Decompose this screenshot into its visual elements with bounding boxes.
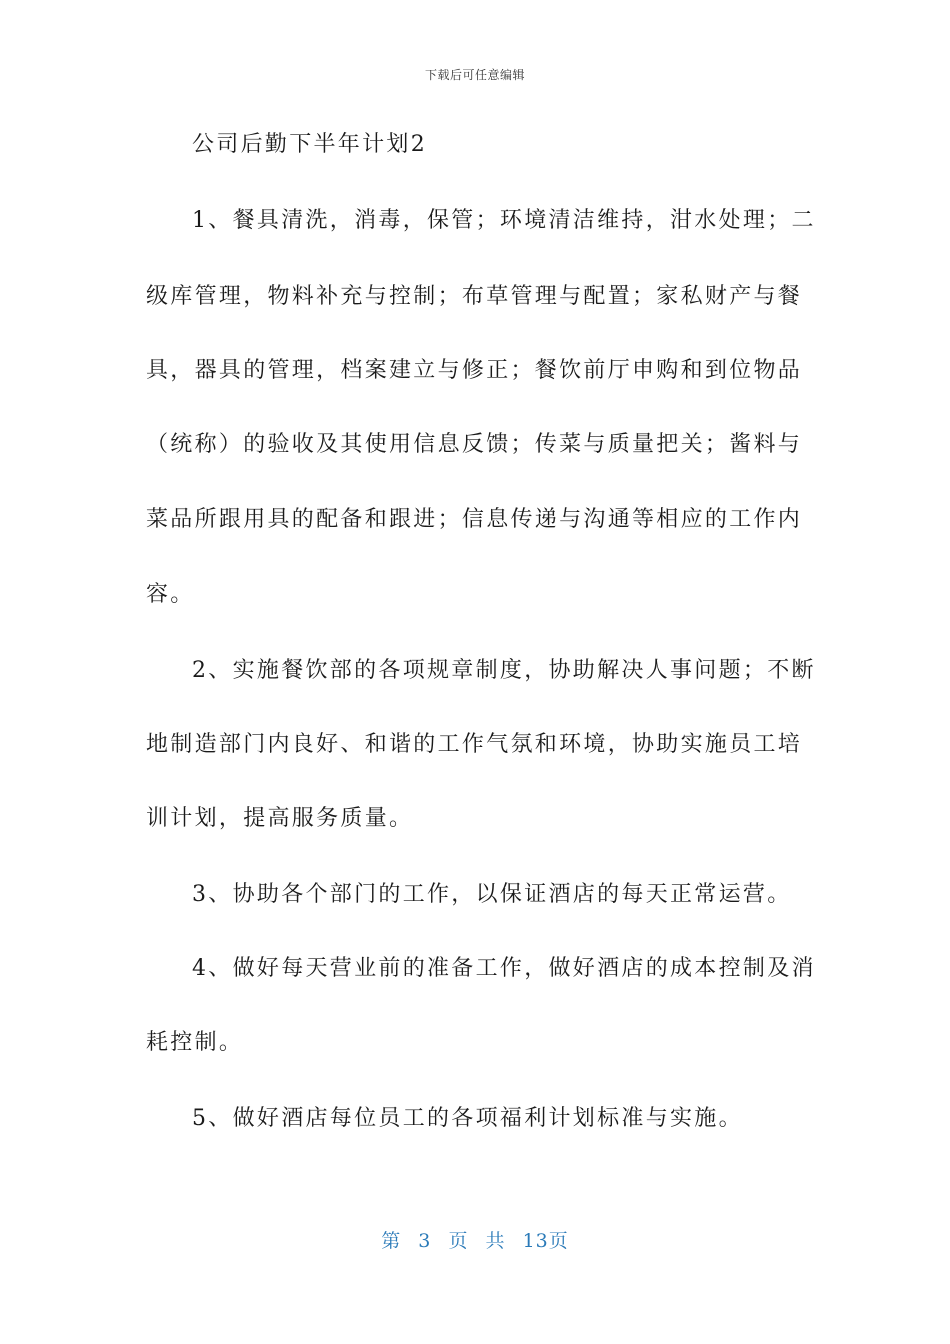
paragraph-line: 训计划，提高服务质量。 [146, 806, 414, 831]
paragraph-line: 菜品所跟用具的配备和跟进；信息传递与沟通等相应的工作内 [146, 507, 803, 532]
paragraph-line: 1、餐具清洗，消毒，保管；环境清洁维持，泔水处理；二 [192, 208, 816, 233]
footer-total: 13页 [522, 1230, 569, 1252]
footer-page-number: 3 [418, 1230, 432, 1252]
footer-mid: 页 [448, 1230, 469, 1252]
paragraph-line: 地制造部门内良好、和谐的工作气氛和环境，协助实施员工培 [146, 732, 803, 757]
paragraph-line: 5、做好酒店每位员工的各项福利计划标准与实施。 [192, 1106, 743, 1131]
paragraph-line: 级库管理，物料补充与控制；布草管理与配置；家私财产与餐 [146, 284, 803, 309]
paragraph-line: （统称）的验收及其使用信息反馈；传菜与质量把关；酱料与 [146, 432, 803, 457]
header-note: 下载后可任意编辑 [424, 68, 525, 82]
paragraph-line: 容。 [146, 582, 195, 607]
paragraph-line: 2、实施餐饮部的各项规章制度，协助解决人事问题；不断 [192, 658, 816, 683]
document-title: 公司后勤下半年计划2 [192, 132, 427, 157]
footer-prefix: 第 [381, 1230, 402, 1252]
page-footer [0, 1226, 950, 1253]
paragraph-line: 具，器具的管理，档案建立与修正；餐饮前厅申购和到位物品 [146, 358, 803, 383]
paragraph-line: 3、协助各个部门的工作，以保证酒店的每天正常运营。 [192, 882, 792, 907]
footer-total-prefix: 共 [485, 1230, 506, 1252]
paragraph-line: 4、做好每天营业前的准备工作，做好酒店的成本控制及消 [192, 956, 816, 981]
paragraph-line: 耗控制。 [146, 1030, 244, 1055]
